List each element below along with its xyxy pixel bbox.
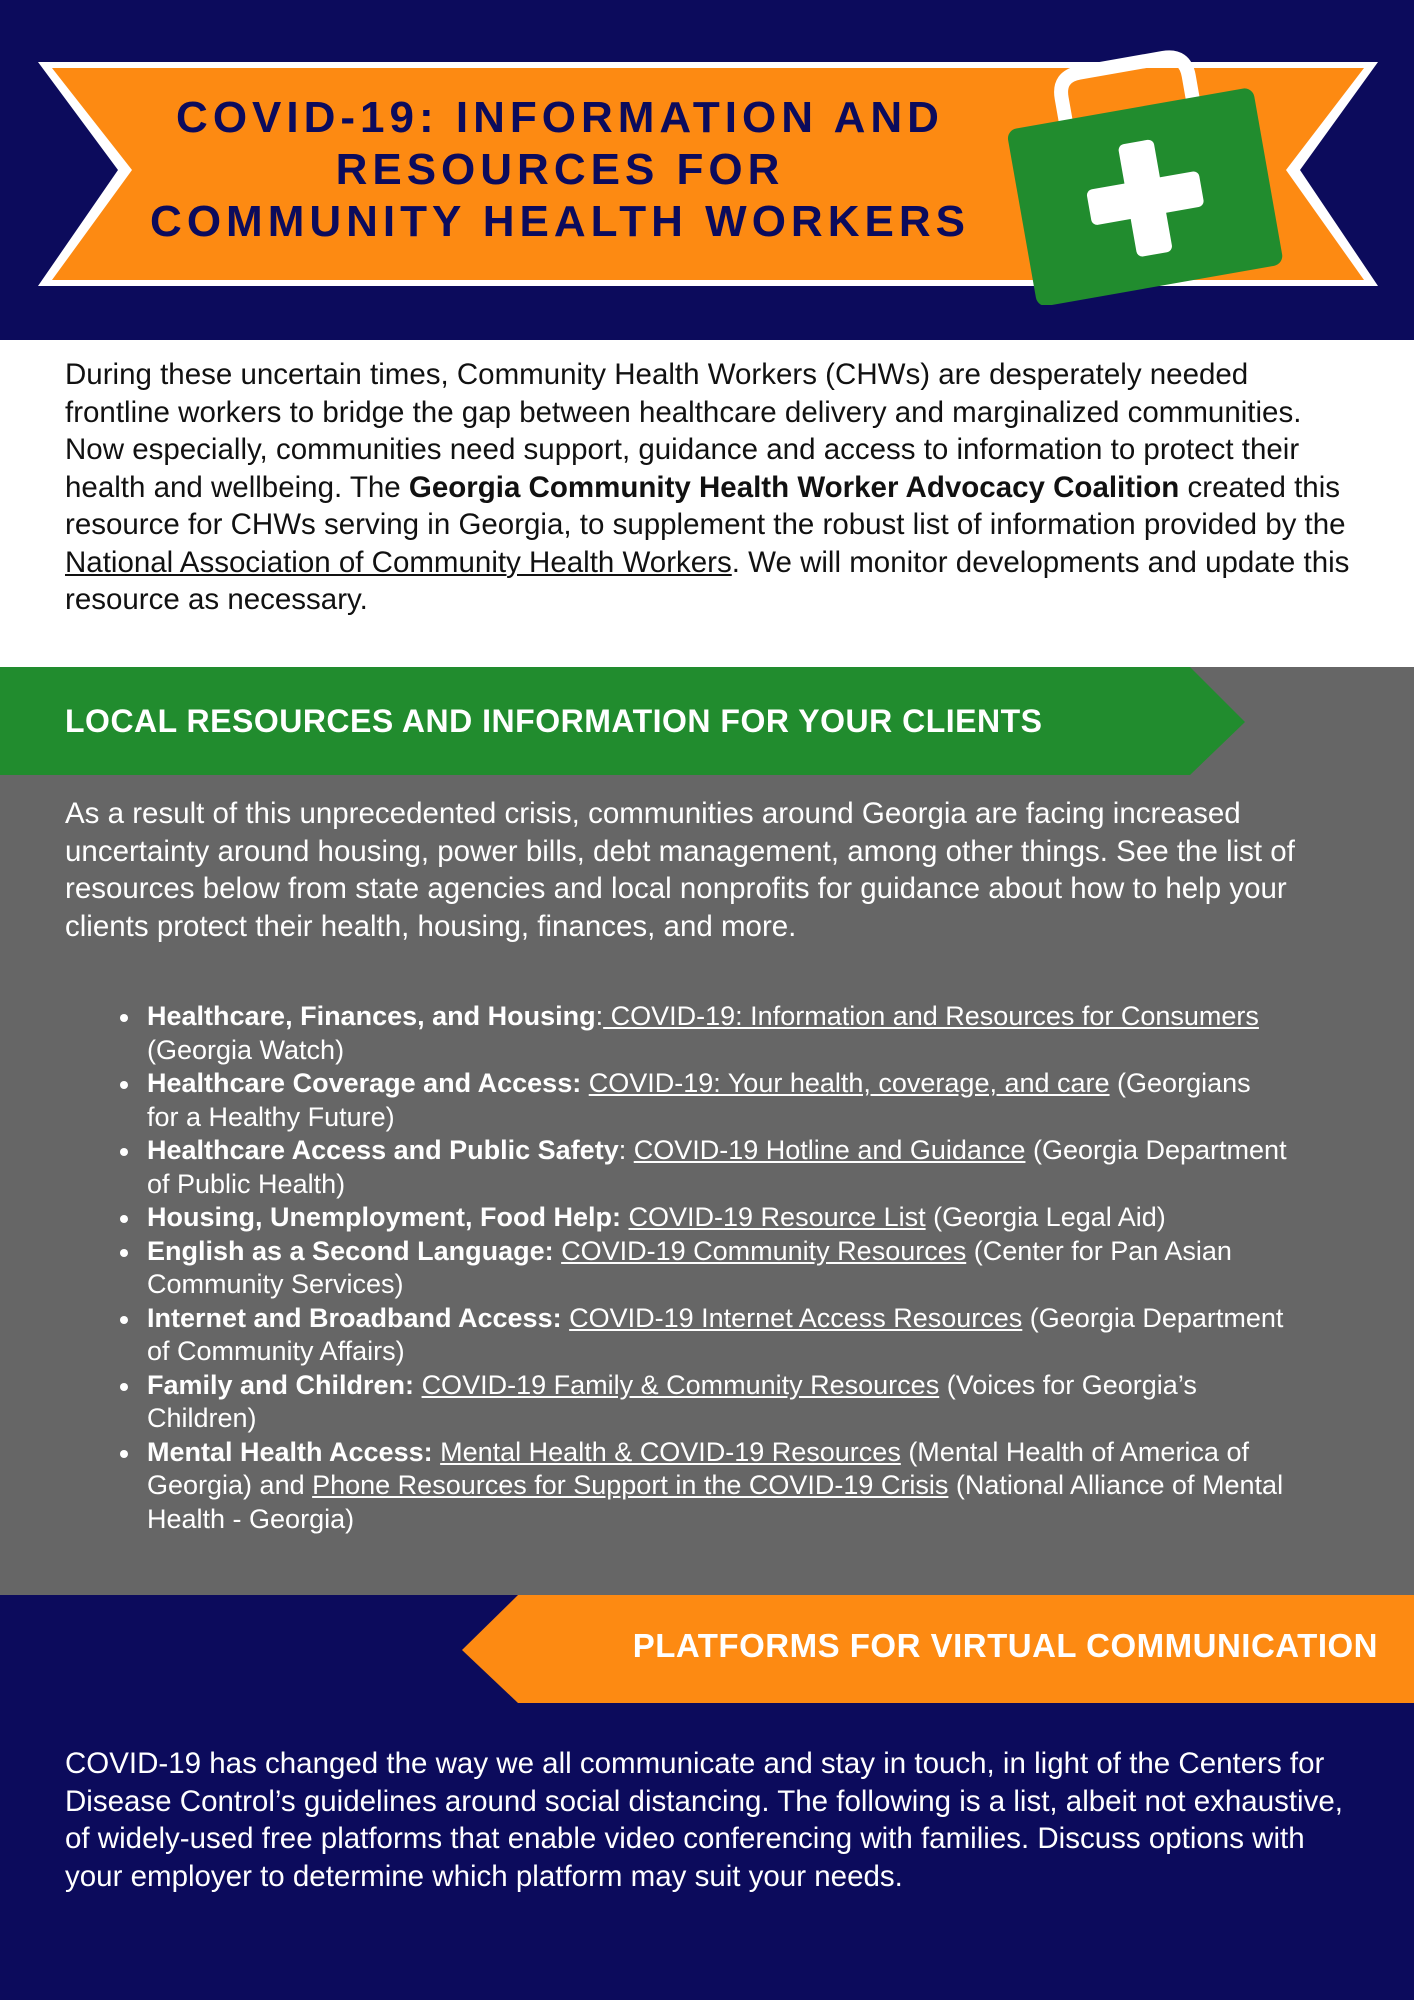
intro-section bbox=[0, 340, 1414, 667]
resource-link[interactable]: COVID-19: Information and Resources for Consumers bbox=[603, 1001, 1259, 1031]
intro-text: created this resource for CHWs serving in Georgia, to supplement the robust list of information provided by the bbox=[65, 470, 1346, 541]
list-item bbox=[147, 1134, 1287, 1201]
intro-paragraph bbox=[65, 356, 1355, 619]
separator bbox=[433, 1437, 441, 1467]
resource-list bbox=[147, 1000, 1287, 1536]
resource-category: Housing, Unemployment, Food Help: bbox=[147, 1202, 621, 1232]
coalition-name: Georgia Community Health Worker Advocacy Coalition bbox=[408, 470, 1180, 504]
resource-link[interactable]: COVID-19: Your health, coverage, and care bbox=[588, 1068, 1110, 1098]
first-aid-kit-icon bbox=[1000, 45, 1290, 305]
resource-source: (Georgia Department of Public Health) bbox=[147, 1135, 1287, 1199]
title-line: COVID-19: INFORMATION AND bbox=[176, 93, 944, 142]
resource-source: (Mental Health of America of Georgia) and bbox=[147, 1436, 1249, 1500]
section-intro: As a result of this unprecedented crisis, communities around Georgia are facing increased uncertainty around housing, power bills, debt management, among other things. See the list of resources below from state agencies and local nonprofits for guidance about how to help your clients protect their health, housing, finances, and more. bbox=[65, 797, 1295, 943]
list-item bbox=[147, 1000, 1287, 1067]
resource-source: (Georgia Watch) bbox=[147, 1034, 345, 1065]
list-item bbox=[147, 1369, 1287, 1436]
resource-category: English as a Second Language: bbox=[147, 1235, 554, 1266]
section-heading: LOCAL RESOURCES AND INFORMATION FOR YOUR CLIENTS bbox=[65, 703, 1043, 739]
resource-category: Internet and Broadband Access: bbox=[147, 1302, 562, 1333]
page-title bbox=[120, 92, 1000, 248]
resource-category: Mental Health Access: bbox=[147, 1436, 433, 1467]
resource-source: (Center for Pan Asian Community Services) bbox=[147, 1235, 1232, 1299]
resource-link[interactable]: COVID-19 Resource List bbox=[628, 1202, 926, 1232]
resource-source: (National Alliance of Mental Health - Georgia) bbox=[147, 1470, 1284, 1534]
list-item bbox=[147, 1201, 1287, 1235]
separator bbox=[562, 1303, 570, 1333]
header-banner bbox=[0, 0, 1414, 340]
section-intro: COVID-19 has changed the way we all communicate and stay in touch, in light of the Centers for Disease Control’s guidelines around social distancing. The following is a list, albeit not exhaustive, of widely-used free platforms that enable video conferencing with families. Discuss options with your employer to determine which platform may suit your needs. bbox=[65, 1747, 1343, 1893]
local-resources-section bbox=[0, 667, 1414, 1595]
resource-link[interactable]: COVID-19 Hotline and Guidance bbox=[633, 1135, 1026, 1165]
separator bbox=[414, 1370, 422, 1400]
separator bbox=[554, 1236, 562, 1266]
separator bbox=[621, 1202, 629, 1232]
resource-category: Healthcare, Finances, and Housing bbox=[147, 1001, 596, 1031]
resource-source: (Georgia Department of Community Affairs) bbox=[147, 1302, 1284, 1366]
title-line: COMMUNITY HEALTH WORKERS bbox=[150, 197, 970, 246]
resource-source: (Voices for Georgia’s Children) bbox=[147, 1369, 1197, 1433]
resource-source: (Georgians for a Healthy Future) bbox=[147, 1068, 1251, 1132]
resource-link[interactable]: COVID-19 Family & Community Resources bbox=[421, 1369, 940, 1400]
list-item bbox=[147, 1302, 1287, 1369]
separator: : bbox=[618, 1135, 634, 1165]
resource-category: Family and Children: bbox=[147, 1369, 415, 1400]
resource-link[interactable]: COVID-19 Community Resources bbox=[561, 1235, 967, 1266]
separator: : bbox=[595, 1001, 604, 1031]
intro-text: . We will monitor developments and update this resource as necessary. bbox=[65, 545, 1350, 616]
list-item bbox=[147, 1436, 1287, 1537]
nachw-link[interactable]: National Association of Community Health Workers bbox=[65, 545, 732, 579]
resource-source: (Georgia Legal Aid) bbox=[925, 1202, 1166, 1232]
resource-category: Healthcare Coverage and Access: bbox=[147, 1068, 582, 1098]
list-item bbox=[147, 1067, 1287, 1134]
resource-category: Healthcare Access and Public Safety bbox=[147, 1135, 619, 1165]
resource-link[interactable]: Phone Resources for Support in the COVID-19 Crisis bbox=[312, 1470, 949, 1500]
title-line: RESOURCES FOR bbox=[335, 145, 785, 194]
resource-link[interactable]: COVID-19 Internet Access Resources bbox=[569, 1302, 1023, 1333]
section-heading: PLATFORMS FOR VIRTUAL COMMUNICATION bbox=[632, 1627, 1378, 1664]
intro-text: During these uncertain times, Community Health Workers (CHWs) are desperately needed frontline workers to bridge the gap between healthcare delivery and marginalized communities. Now especially, communities need support, guidance and access to information to protect their health and wellbeing. The bbox=[65, 358, 1302, 504]
resource-link[interactable]: Mental Health & COVID-19 Resources bbox=[440, 1436, 901, 1467]
virtual-communication-section bbox=[0, 1595, 1414, 2000]
separator bbox=[581, 1068, 589, 1098]
list-item bbox=[147, 1235, 1287, 1302]
